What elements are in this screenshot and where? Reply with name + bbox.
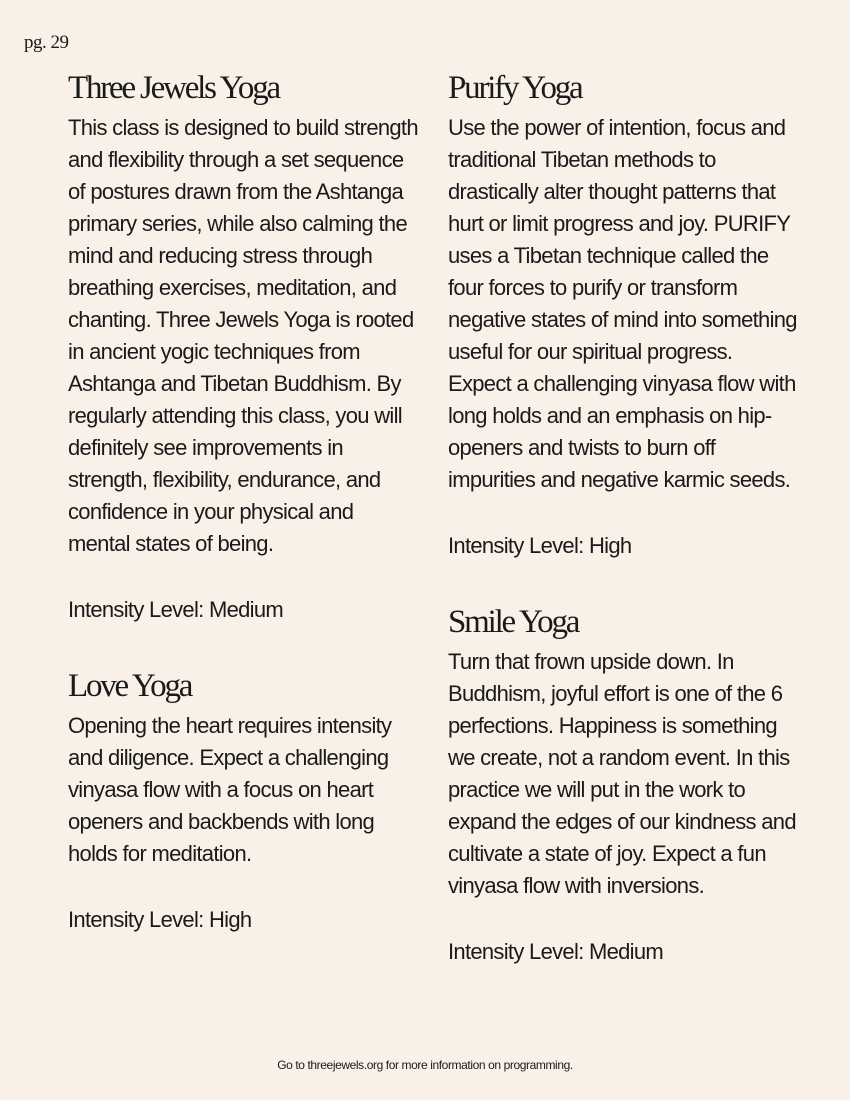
left-column [68, 66, 418, 936]
right-column [448, 66, 798, 968]
class-three-jewels-yoga [68, 66, 418, 626]
class-description: This class is designed to build strength and flexibility through a set sequence of postures drawn from the Ashtanga primary series, while also calming the mind and reducing stress through breathing exercises, meditation, and chanting. Three Jewels Yoga is rooted in ancient yogic techniques from Ashtanga and Tibetan Buddhism. By regularly attending this class, you will definitely see improvements in strength, flexibility, endurance, and confidence in your physical and mental states of being. [68, 115, 418, 556]
class-title: Three Jewels Yoga [68, 70, 279, 106]
intensity-level: Intensity Level: High [68, 907, 252, 932]
class-description: Use the power of intention, focus and traditional Tibetan methods to drastically alter thought patterns that hurt or limit progress and joy. PURIFY uses a Tibetan technique called the four forces to purify or transform negative states of mind into something useful for our spiritual progress. Expect a challenging vinyasa flow with long holds and an emphasis on hip-openers and twists to burn off impurities and negative karmic seeds. [448, 115, 797, 492]
class-love-yoga [68, 664, 418, 936]
class-title: Love Yoga [68, 668, 192, 704]
page-number: pg. 29 [24, 32, 69, 53]
intensity-level: Intensity Level: Medium [68, 597, 284, 622]
class-title: Smile Yoga [448, 604, 579, 640]
intensity-level: Intensity Level: High [448, 533, 632, 558]
intensity-level: Intensity Level: Medium [448, 939, 664, 964]
class-smile-yoga [448, 600, 798, 968]
class-purify-yoga [448, 66, 798, 562]
class-title: Purify Yoga [448, 70, 582, 106]
footer-note: Go to threejewels.org for more information on programming. [277, 1058, 573, 1072]
class-description: Turn that frown upside down. In Buddhism, joyful effort is one of the 6 perfections. Happiness is something we create, not a random event. In this practice we will put in the work to expand the edges of our kindness and cultivate a state of joy. Expect a fun vinyasa flow with inversions. [448, 649, 796, 898]
class-description: Opening the heart requires intensity and diligence. Expect a challenging vinyasa flow with a focus on heart openers and backbends with long holds for meditation. [68, 713, 392, 866]
